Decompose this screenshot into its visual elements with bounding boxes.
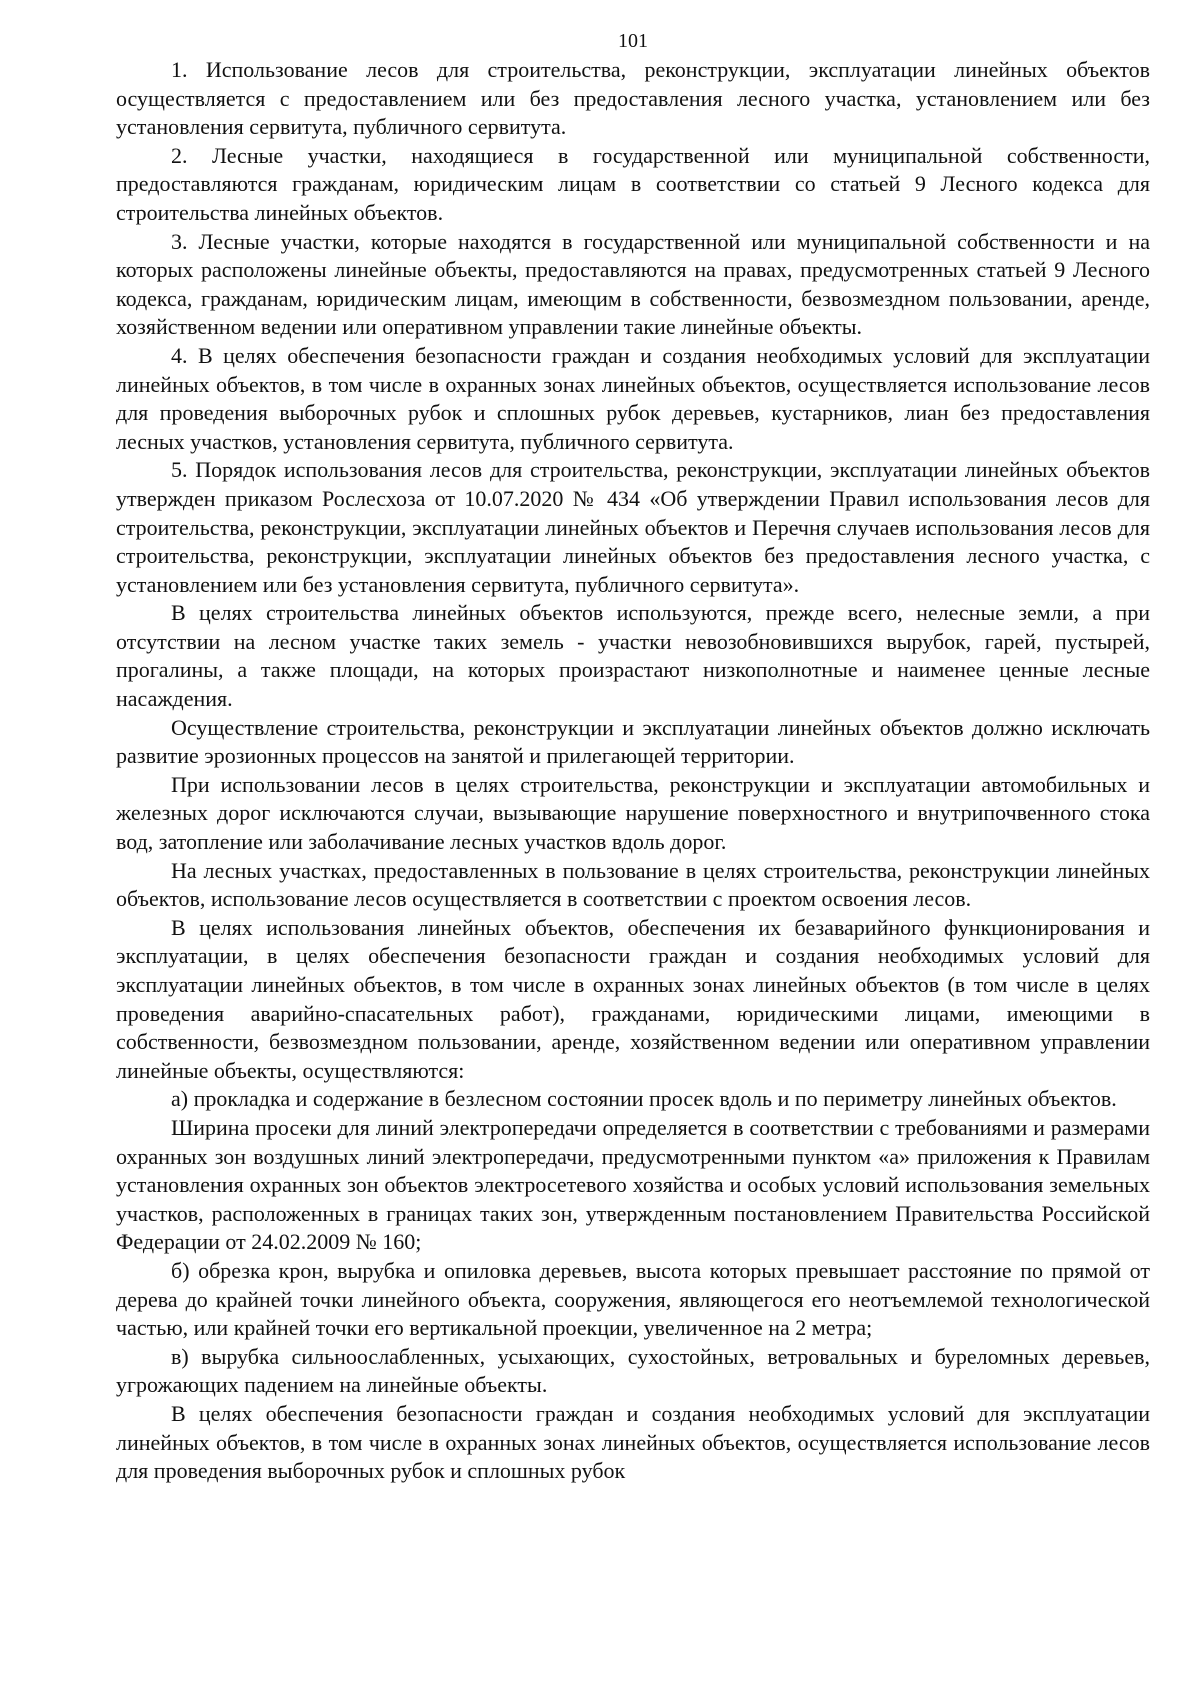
paragraph-roads: При использовании лесов в целях строительства, реконструкции и эксплуатации автомобильных и железных дорог исключаются случаи, вызывающие нарушение поверхностного и внутрипочвенного стока вод, затопление или заболачивание лесных участков вдоль дорог. <box>116 771 1150 855</box>
document-page <box>116 30 1150 1486</box>
paragraph-safety-continued: В целях обеспечения безопасности граждан и создания необходимых условий для эксплуатации линейных объектов, в том числе в охранных зонах линейных объектов, осуществляется использование лесов для проведения выборочных рубок и сплошных рубок <box>116 1400 1150 1484</box>
paragraph-5: 5. Порядок использования лесов для строительства, реконструкции, эксплуатации линейных объектов утвержден приказом Рослесхоза от 10.07.2020 № 434 «Об утверждении Правил использования лесов для строительства, реконструкции, эксплуатации линейных объектов и Перечня случаев использования лесов для строительства, реконструкции, эксплуатации линейных объектов без предоставления лесного участка, с установлением или без установления сервитута, публичного сервитута». <box>116 457 1150 597</box>
paragraph-1: 1. Использование лесов для строительства, реконструкции, эксплуатации линейных объектов осуществляется с предоставлением или без предоставления лесного участка, установлением или без установления сервитута, публичного сервитута. <box>116 57 1150 140</box>
paragraph-3: 3. Лесные участки, которые находятся в государственной или муниципальной собственности и на которых расположены линейные объекты, предоставляются на правах, предусмотренных статьей 9 Лесного кодекса, гражданам, юридическим лицам, имеющим в собственности, безвозмездном пользовании, аренде, хозяйственном ведении или оперативном управлении такие линейные объекты. <box>116 228 1150 340</box>
paragraph-item-c: в) вырубка сильноослабленных, усыхающих, сухостойных, ветровальных и буреломных деревьев, угрожающих падением на линейные объекты. <box>116 1343 1150 1398</box>
paragraph-linear-objects-use: В целях использования линейных объектов, обеспечения их безаварийного функционирования и эксплуатации, в целях обеспечения безопасности граждан и создания необходимых условий для эксплуатации линейных объектов, в том числе в охранных зонах линейных объектов (в том числе в целях проведения аварийно-спасательных работ), гражданами, юридическими лицами, имеющими в собственности, безвозмездном пользовании, аренде, хозяйственном ведении или оперативном управлении линейные объекты, осуществляются: <box>116 914 1150 1083</box>
paragraph-erosion: Осуществление строительства, реконструкции и эксплуатации линейных объектов должно исключать развитие эрозионных процессов на занятой и прилегающей территории. <box>116 714 1150 769</box>
paragraph-4: 4. В целях обеспечения безопасности граждан и создания необходимых условий для эксплуатации линейных объектов, в том числе в охранных зонах линейных объектов, осуществляется использование лесов для проведения выборочных рубок и сплошных рубок деревьев, кустарников, лиан без предоставления лесных участков, установления сервитута, публичного сервитута. <box>116 342 1150 454</box>
paragraph-development-project: На лесных участках, предоставленных в пользование в целях строительства, реконструкции линейных объектов, использование лесов осуществляется в соответствии с проектом освоения лесов. <box>116 857 1150 912</box>
paragraph-item-b: б) обрезка крон, вырубка и опиловка деревьев, высота которых превышает расстояние по прямой от дерева до крайней точки линейного объекта, сооружения, являющегося его неотъемлемой технологической частью, или крайней точки его вертикальной проекции, увеличенное на 2 метра; <box>116 1257 1150 1341</box>
paragraph-nonforest-lands: В целях строительства линейных объектов используются, прежде всего, нелесные земли, а при отсутствии на лесном участке таких земель - участки невозобновившихся вырубок, гарей, пустырей, прогалины, а также площади, на которых произрастают низкополнотные и наименее ценные лесные насаждения. <box>116 600 1150 712</box>
page-number: 101 <box>618 30 648 52</box>
paragraph-item-a: а) прокладка и содержание в безлесном состоянии просек вдоль и по периметру линейных объектов. <box>171 1086 1117 1112</box>
paragraph-clearing-width: Ширина просеки для линий электропередачи определяется в соответствии с требованиями и размерами охранных зон воздушных линий электропередачи, предусмотренными пунктом «а» приложения к Правилам установления охранных зон объектов электросетевого хозяйства и особых условий использования земельных участков, расположенных в границах таких зон, утвержденным постановлением Правительства Российской Федерации от 24.02.2009 № 160; <box>116 1114 1150 1255</box>
paragraph-2: 2. Лесные участки, находящиеся в государственной или муниципальной собственности, предоставляются гражданам, юридическим лицам в соответствии со статьей 9 Лесного кодекса для строительства линейных объектов. <box>116 142 1150 225</box>
